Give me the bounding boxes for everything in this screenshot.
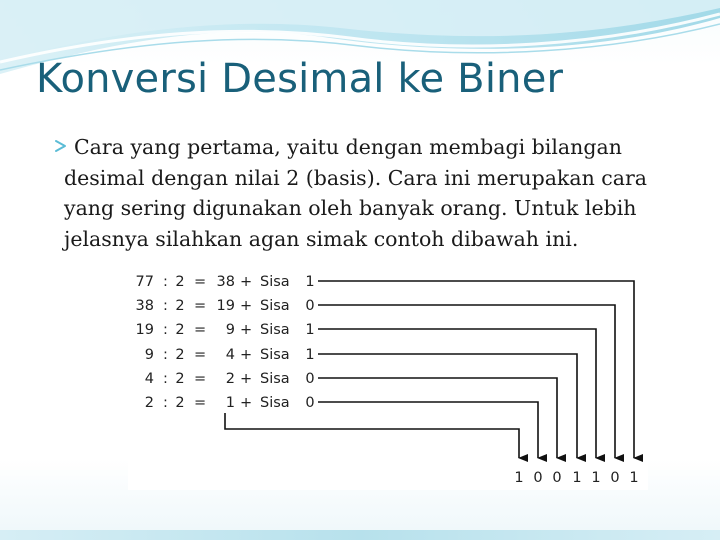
sisa-label: Sisa [260,298,290,314]
quotient: 38 [216,274,235,290]
remainder: 0 [305,395,315,411]
arrow-remainder-2 [318,305,615,458]
dividend: 77 [135,274,154,290]
arrow-remainder-3 [318,329,596,458]
quotient: 9 [225,322,235,338]
equals: = [194,274,207,290]
plus: + [240,371,253,387]
dividend: 19 [135,322,154,338]
quotient: 1 [225,395,235,411]
remainder: 1 [305,274,315,290]
equals: = [194,347,207,363]
colon: : [163,371,168,387]
colon: : [163,347,168,363]
sisa-label: Sisa [260,371,290,387]
sisa-label: Sisa [260,274,290,290]
colon: : [163,274,168,290]
footer-decoration [0,530,720,540]
plus: + [240,347,253,363]
result-digit: 1 [591,470,601,486]
dividend: 4 [144,371,154,387]
divisor: 2 [175,274,185,290]
colon: : [163,298,168,314]
plus: + [240,298,253,314]
plus: + [240,322,253,338]
body-paragraph: Cara yang pertama, yaitu dengan membagi bilangan desimal dengan nilai 2 (basis). Cara ini merupakan cara yang sering digunakan oleh banyak orang. Untuk lebih jelasnya silahkan agan simak contoh dibawah ini. [64,135,648,251]
divisor: 2 [175,395,185,411]
sisa-label: Sisa [260,395,290,411]
plus: + [240,274,253,290]
slide-title: Konversi Desimal ke Biner [36,56,564,102]
divisor: 2 [175,347,185,363]
dividend: 9 [144,347,154,363]
binary-conversion-figure [128,262,648,490]
colon: : [163,395,168,411]
equals: = [194,322,207,338]
remainder: 1 [305,322,315,338]
result-digit: 0 [552,470,562,486]
binary-result [514,470,638,486]
dividend: 38 [135,298,154,314]
quotient: 19 [216,298,235,314]
arrow-remainder-5 [318,378,557,458]
equals: = [194,395,207,411]
division-rows [136,274,315,411]
dividend: 2 [144,395,154,411]
quotient: 4 [225,347,235,363]
divisor: 2 [175,322,185,338]
result-digit: 0 [610,470,620,486]
result-digit: 1 [629,470,639,486]
arrow-last-quotient [225,413,519,458]
sisa-label: Sisa [260,322,290,338]
result-digit: 1 [514,470,524,486]
divisor: 2 [175,371,185,387]
equals: = [194,371,207,387]
remainder: 0 [305,298,315,314]
remainder: 1 [305,347,315,363]
divisor: 2 [175,298,185,314]
arrow-remainder-6 [318,402,538,458]
sisa-label: Sisa [260,347,290,363]
equals: = [194,298,207,314]
arrow-remainder-1 [318,281,634,458]
colon: : [163,322,168,338]
quotient: 2 [225,371,235,387]
result-digit: 0 [533,470,543,486]
remainder: 0 [305,371,315,387]
result-digit: 1 [572,470,582,486]
plus: + [240,395,253,411]
